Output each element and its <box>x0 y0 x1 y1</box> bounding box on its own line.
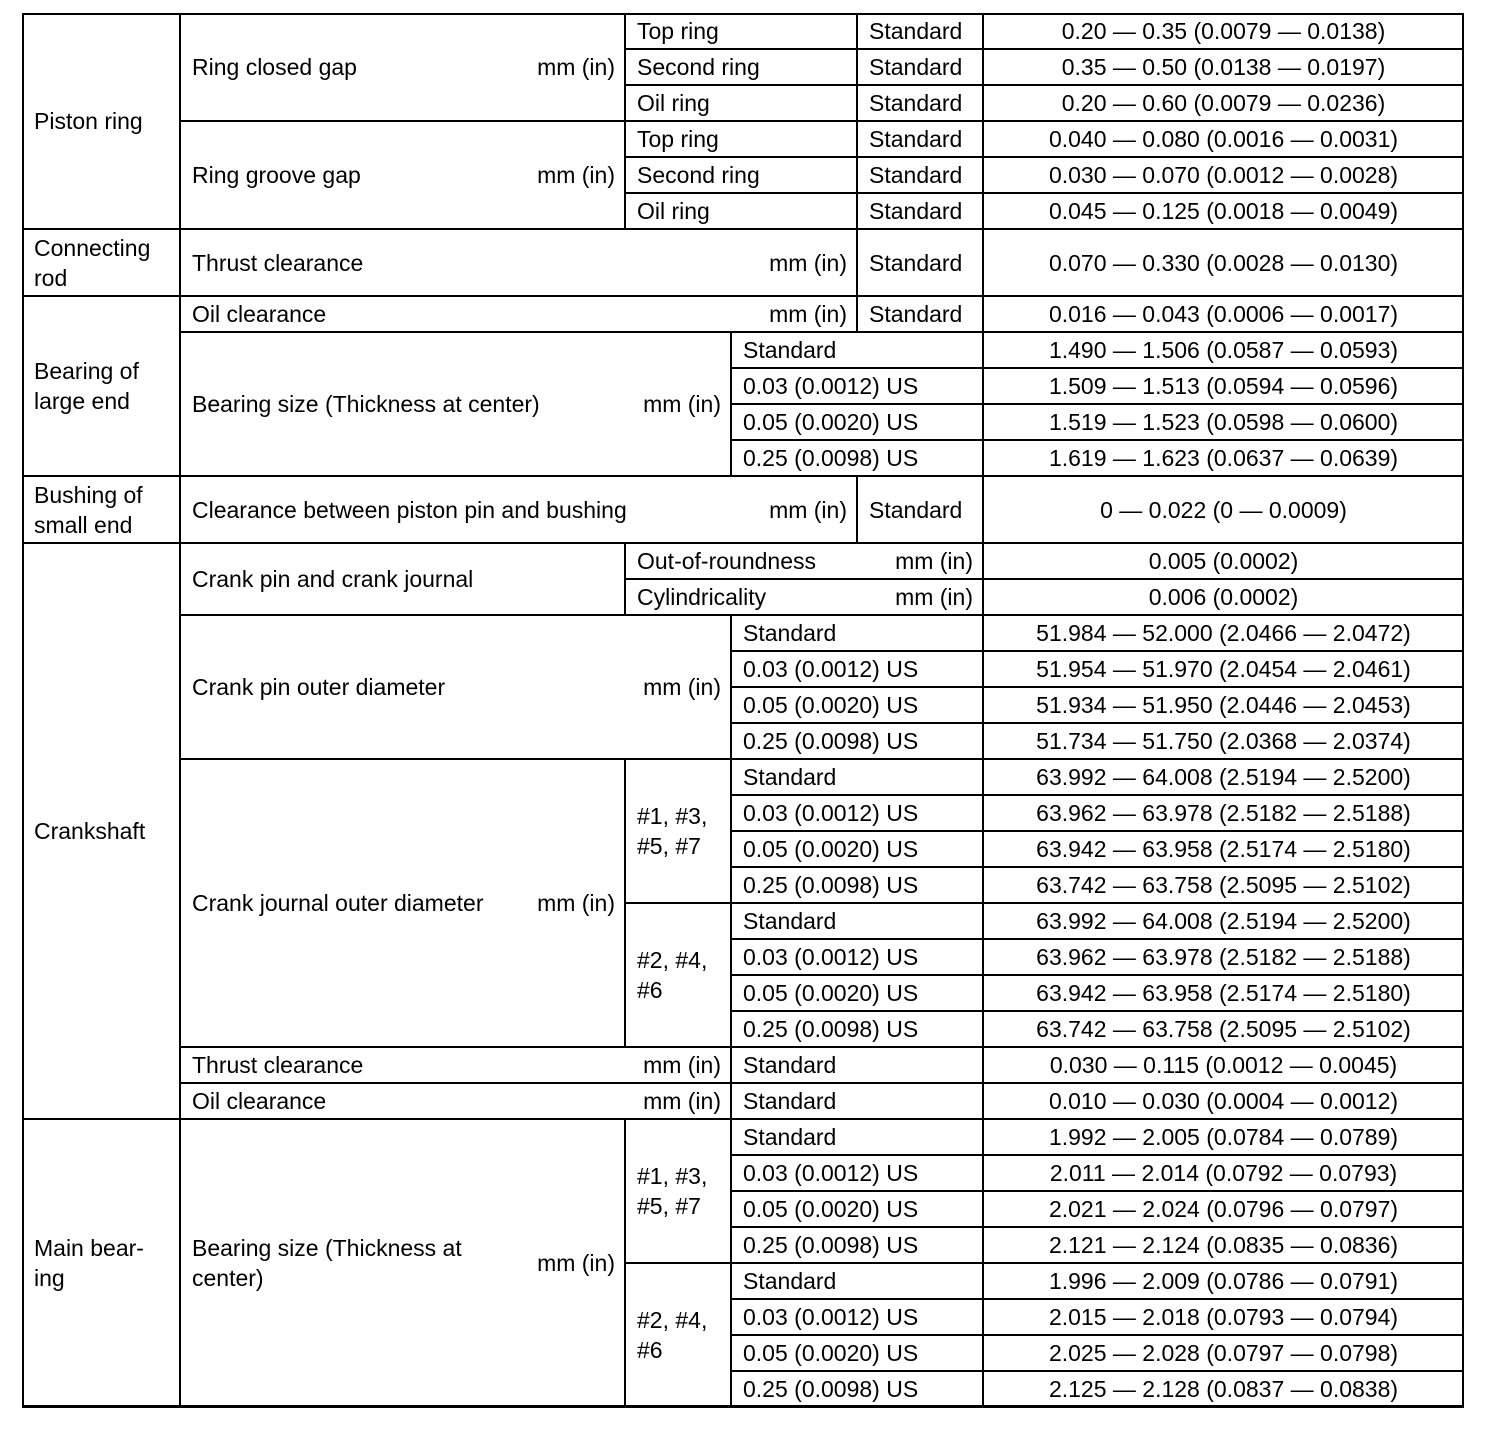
grade-label: Standard <box>743 764 837 790</box>
unit-label: mm (in) <box>643 391 721 417</box>
grade-label: 0.03 (0.0012) US <box>743 1304 919 1330</box>
item-thrust-clearance: Thrust clearance <box>192 249 364 276</box>
spec-value: 51.954 — 51.970 (2.0454 — 2.0461) <box>1036 656 1411 682</box>
item-crank-journal-od: Crank journal outer diameter <box>192 890 484 916</box>
grade-label: 0.25 (0.0098) US <box>743 728 919 754</box>
spec-value: 0.030 — 0.115 (0.0012 — 0.0045) <box>1049 1052 1398 1078</box>
spec-value: 0.045 — 0.125 (0.0018 — 0.0049) <box>1048 198 1399 224</box>
spec-value: 1.519 — 1.523 (0.0598 — 0.0600) <box>1048 409 1399 435</box>
grade-label: 0.03 (0.0012) US <box>743 373 919 399</box>
grade-label: 0.05 (0.0020) US <box>743 692 919 718</box>
unit-label: mm (in) <box>643 1052 721 1078</box>
grade-label: Standard <box>743 1124 837 1150</box>
grade-label: 0.25 (0.0098) US <box>743 1232 919 1258</box>
ring-type: Top ring <box>637 126 719 152</box>
grade-label: Standard <box>743 620 837 646</box>
unit-label: mm (in) <box>643 674 721 700</box>
spec-value: 0 — 0.022 (0 — 0.0009) <box>1100 496 1347 523</box>
grade-label: 0.05 (0.0020) US <box>743 1340 919 1366</box>
group-label-large-end: Bearing of large end <box>34 358 139 414</box>
measure-label: Out-of-roundness <box>637 548 816 574</box>
journal-group: #1, #3, #5, #7 <box>637 1163 708 1219</box>
journal-group: #2, #4, #6 <box>637 1307 708 1363</box>
grade-label: 0.05 (0.0020) US <box>743 836 919 862</box>
grade-label: 0.03 (0.0012) US <box>743 944 919 970</box>
item-bearing-size: Bearing size (Thickness at center) <box>192 391 540 417</box>
grade-label: Standard <box>869 90 963 116</box>
item-thrust-clearance: Thrust clearance <box>192 1052 364 1078</box>
ring-type: Top ring <box>637 18 719 44</box>
group-label-connecting-rod: Connecting rod <box>34 234 151 291</box>
spec-value: 2.021 — 2.024 (0.0796 — 0.0797) <box>1048 1196 1399 1222</box>
spec-value: 0.016 — 0.043 (0.0006 — 0.0017) <box>1048 301 1399 327</box>
grade-label: Standard <box>869 496 963 523</box>
journal-group: #1, #3, #5, #7 <box>637 803 708 859</box>
spec-value: 0.070 — 0.330 (0.0028 — 0.0130) <box>1048 249 1399 276</box>
grade-label: Standard <box>743 1268 837 1294</box>
spec-value: 51.934 — 51.950 (2.0446 — 2.0453) <box>1036 692 1411 718</box>
item-crank-pin-od: Crank pin outer diameter <box>192 674 446 700</box>
grade-label: 0.03 (0.0012) US <box>743 1160 919 1186</box>
grade-label: 0.25 (0.0098) US <box>743 445 919 471</box>
spec-value: 51.984 — 52.000 (2.0466 — 2.0472) <box>1036 620 1411 646</box>
ring-type: Oil ring <box>637 90 710 116</box>
unit-label: mm (in) <box>643 1088 721 1114</box>
ring-type: Second ring <box>637 54 760 80</box>
grade-label: Standard <box>869 249 963 276</box>
spec-value: 1.490 — 1.506 (0.0587 — 0.0593) <box>1048 337 1399 363</box>
unit-label: mm (in) <box>769 301 847 327</box>
spec-value: 63.742 — 63.758 (2.5095 — 2.5102) <box>1036 872 1411 898</box>
grade-label: 0.25 (0.0098) US <box>743 872 919 898</box>
grade-label: 0.03 (0.0012) US <box>743 656 919 682</box>
item-pin-bushing-clearance: Clearance between piston pin and bushing <box>192 496 627 523</box>
ring-type: Second ring <box>637 162 760 188</box>
spec-value: 1.996 — 2.009 (0.0786 — 0.0791) <box>1048 1268 1399 1294</box>
grade-label: Standard <box>869 18 963 44</box>
grade-label: 0.05 (0.0020) US <box>743 409 919 435</box>
spec-value: 0.010 — 0.030 (0.0004 — 0.0012) <box>1048 1088 1399 1114</box>
grade-label: Standard <box>743 1052 837 1078</box>
spec-value: 2.121 — 2.124 (0.0835 — 0.0836) <box>1048 1232 1399 1258</box>
item-closed_gap: Ring closed gap <box>192 54 357 80</box>
grade-label: 0.05 (0.0020) US <box>743 1196 919 1222</box>
item-oil-clearance: Oil clearance <box>192 301 327 327</box>
grade-label: Standard <box>743 1088 837 1114</box>
grade-label: 0.25 (0.0098) US <box>743 1376 919 1402</box>
spec-value: 63.962 — 63.978 (2.5182 — 2.5188) <box>1036 800 1411 826</box>
spec-table <box>22 13 1464 1412</box>
spec-value: 1.509 — 1.513 (0.0594 — 0.0596) <box>1048 373 1399 399</box>
unit-label: mm (in) <box>537 890 615 916</box>
spec-value: 0.20 — 0.60 (0.0079 — 0.0236) <box>1061 90 1386 116</box>
ring-type: Oil ring <box>637 198 710 224</box>
spec-value: 1.992 — 2.005 (0.0784 — 0.0789) <box>1048 1124 1399 1150</box>
spec-value: 63.742 — 63.758 (2.5095 — 2.5102) <box>1036 1016 1411 1042</box>
spec-value: 63.992 — 64.008 (2.5194 — 2.5200) <box>1036 764 1411 790</box>
grade-label: Standard <box>743 337 837 363</box>
spec-value: 51.734 — 51.750 (2.0368 — 2.0374) <box>1036 728 1411 754</box>
spec-value: 63.942 — 63.958 (2.5174 — 2.5180) <box>1036 980 1411 1006</box>
grade-label: Standard <box>869 54 963 80</box>
spec-value: 2.025 — 2.028 (0.0797 — 0.0798) <box>1048 1340 1399 1366</box>
spec-value: 63.942 — 63.958 (2.5174 — 2.5180) <box>1036 836 1411 862</box>
unit-label: mm (in) <box>537 162 615 188</box>
group-label-main-bearing: Main bear- ing <box>34 1235 144 1291</box>
measure-label: Cylindricality <box>637 584 767 610</box>
spec-value: 63.992 — 64.008 (2.5194 — 2.5200) <box>1036 908 1411 934</box>
unit-label: mm (in) <box>769 249 847 276</box>
spec-value: 63.962 — 63.978 (2.5182 — 2.5188) <box>1036 944 1411 970</box>
item-main-bearing-size: Bearing size (Thickness at center) <box>192 1235 462 1291</box>
item-pin-journal: Crank pin and crank journal <box>192 566 474 592</box>
spec-value: 2.125 — 2.128 (0.0837 — 0.0838) <box>1048 1376 1399 1402</box>
journal-group: #2, #4, #6 <box>637 947 708 1003</box>
unit-label: mm (in) <box>895 548 973 574</box>
group-label-crankshaft: Crankshaft <box>34 818 146 844</box>
unit-label: mm (in) <box>895 584 973 610</box>
spec-value: 2.011 — 2.014 (0.0792 — 0.0793) <box>1049 1160 1398 1186</box>
unit-label: mm (in) <box>537 54 615 80</box>
grade-label: Standard <box>869 126 963 152</box>
grade-label: Standard <box>869 162 963 188</box>
group-label-piston-ring: Piston ring <box>34 108 143 134</box>
item-groove_gap: Ring groove gap <box>192 162 361 188</box>
grade-label: 0.05 (0.0020) US <box>743 980 919 1006</box>
grade-label: 0.03 (0.0012) US <box>743 800 919 826</box>
grade-label: Standard <box>869 198 963 224</box>
spec-value: 0.006 (0.0002) <box>1148 584 1299 610</box>
grade-label: Standard <box>743 908 837 934</box>
spec-value: 0.040 — 0.080 (0.0016 — 0.0031) <box>1048 126 1399 152</box>
spec-value: 2.015 — 2.018 (0.0793 — 0.0794) <box>1048 1304 1399 1330</box>
group-label-small-end: Bushing of small end <box>34 481 143 538</box>
grade-label: Standard <box>869 301 963 327</box>
grade-label: 0.25 (0.0098) US <box>743 1016 919 1042</box>
spec-value: 0.030 — 0.070 (0.0012 — 0.0028) <box>1048 162 1399 188</box>
spec-value: 0.35 — 0.50 (0.0138 — 0.0197) <box>1061 54 1386 80</box>
spec-value: 0.005 (0.0002) <box>1148 548 1299 574</box>
spec-value: 1.619 — 1.623 (0.0637 — 0.0639) <box>1048 445 1399 471</box>
unit-label: mm (in) <box>769 496 847 523</box>
spec-value: 0.20 — 0.35 (0.0079 — 0.0138) <box>1061 18 1386 44</box>
unit-label: mm (in) <box>537 1250 615 1276</box>
item-oil-clearance: Oil clearance <box>192 1088 327 1114</box>
